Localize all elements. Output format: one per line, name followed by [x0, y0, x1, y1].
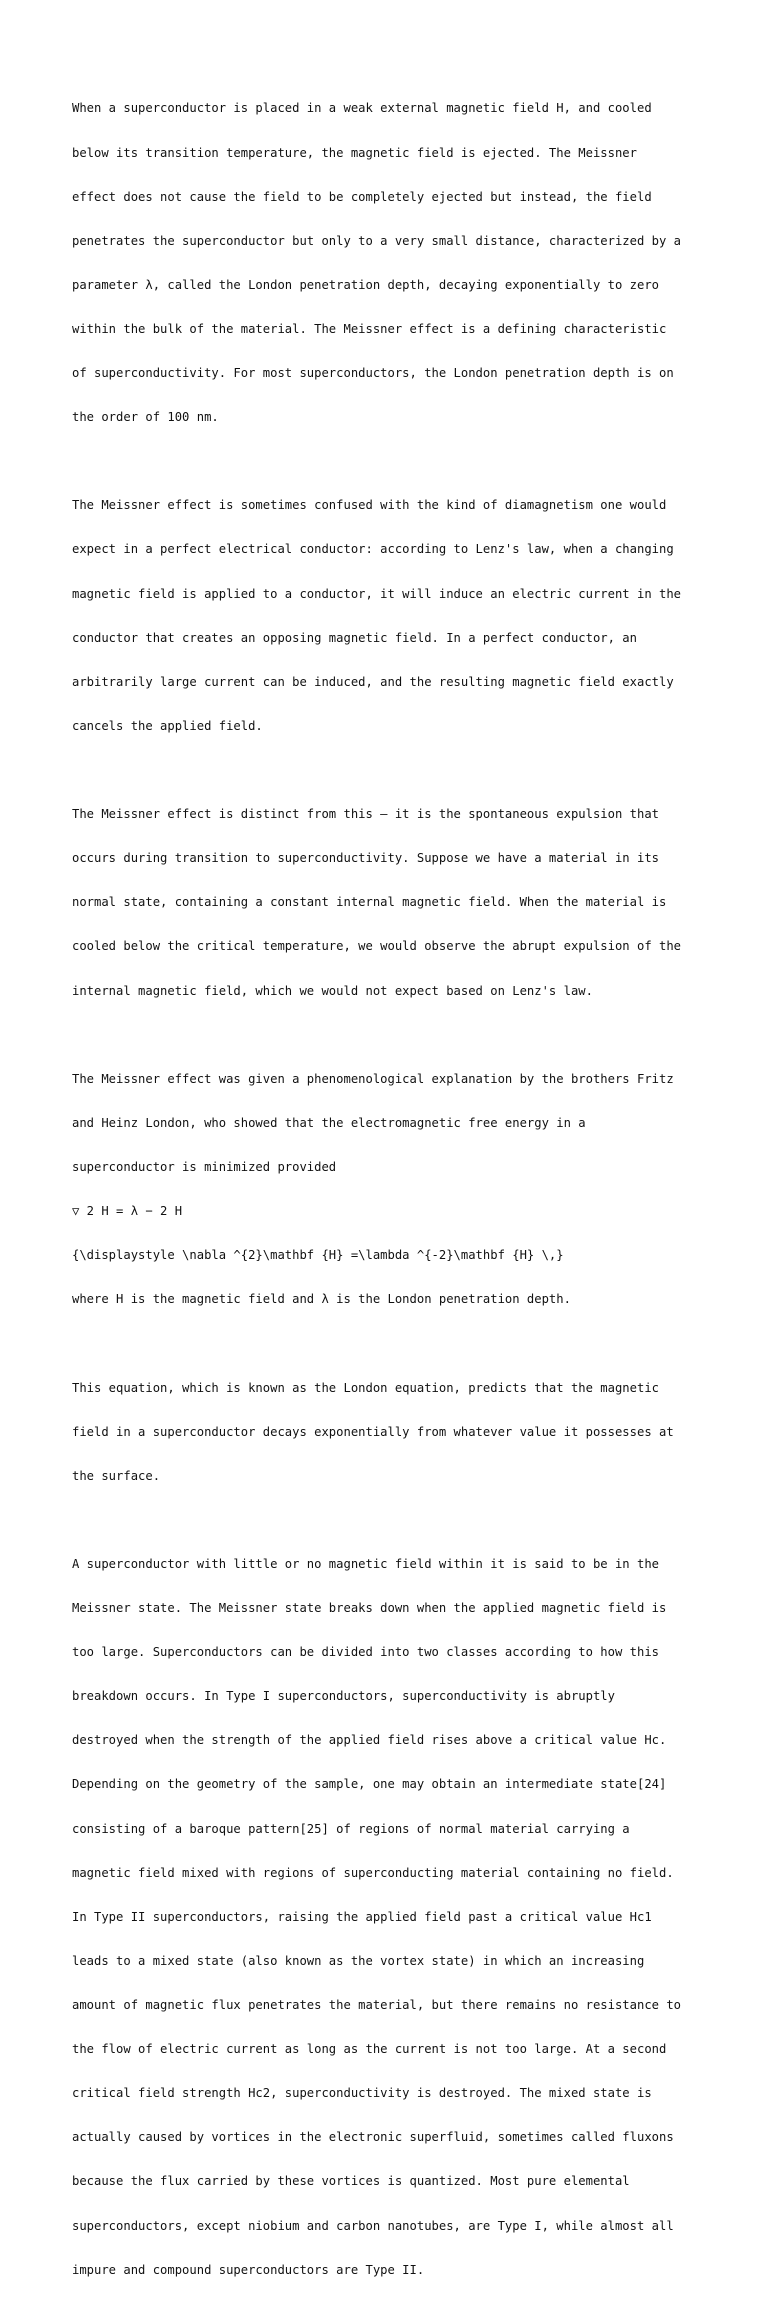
- text-line: the flow of electric current as long as the current is not too large. At a second: [72, 2042, 667, 2057]
- document-page: [72, 72, 712, 2321]
- text-line: amount of magnetic flux penetrates the material, but there remains no resistance to: [72, 1998, 682, 2013]
- text-line: impure and compound superconductors are Type II.: [72, 2262, 425, 2277]
- text-line: When a superconductor is placed in a weak external magnetic field H, and cooled: [72, 101, 652, 116]
- paragraph-diamagnetism: [72, 469, 712, 763]
- text-line: the surface.: [72, 1468, 161, 1483]
- text-line: of superconductivity. For most superconductors, the London penetration depth is on: [72, 366, 674, 381]
- text-line: occurs during transition to superconductivity. Suppose we have a material in its: [72, 851, 659, 866]
- text-line: A superconductor with little or no magnetic field within it is said to be in the: [72, 1556, 659, 1571]
- text-line: effect does not cause the field to be completely ejected but instead, the field: [72, 189, 652, 204]
- text-line: conductor that creates an opposing magnetic field. In a perfect conductor, an: [72, 630, 637, 645]
- paragraph-meissner-state: [72, 1528, 712, 2307]
- text-line: Meissner state. The Meissner state breaks down when the applied magnetic field is: [72, 1601, 667, 1616]
- text-line: The Meissner effect is distinct from this – it is the spontaneous expulsion that: [72, 807, 659, 822]
- text-line: This equation, which is known as the London equation, predicts that the magnetic: [72, 1380, 659, 1395]
- text-line: parameter λ, called the London penetration depth, decaying exponentially to zero: [72, 277, 659, 292]
- text-line: In Type II superconductors, raising the applied field past a critical value Hc1: [72, 1909, 652, 1924]
- text-line: consisting of a baroque pattern[25] of regions of normal material carrying a: [72, 1821, 630, 1836]
- paragraph-expulsion: [72, 778, 712, 1028]
- text-line: superconductor is minimized provided: [72, 1159, 337, 1174]
- text-line: magnetic field is applied to a conductor, it will induce an electric current in the: [72, 586, 682, 601]
- equation-latex-line: {\displaystyle \nabla ^{2}\mathbf {H} =\lambda ^{-2}\mathbf {H} \,}: [72, 1248, 564, 1263]
- text-line: cooled below the critical temperature, we would observe the abrupt expulsion of the: [72, 939, 682, 954]
- text-line: destroyed when the strength of the applied field rises above a critical value Hc.: [72, 1733, 667, 1748]
- text-line: actually caused by vortices in the electronic superfluid, sometimes called fluxons: [72, 2130, 674, 2145]
- text-line: too large. Superconductors can be divided into two classes according to how this: [72, 1645, 659, 1660]
- text-line: because the flux carried by these vortices is quantized. Most pure elemental: [72, 2174, 630, 2189]
- text-line: breakdown occurs. In Type I superconductors, superconductivity is abruptly: [72, 1689, 615, 1704]
- equation-line: ▽ 2 H = λ − 2 H: [72, 1204, 183, 1219]
- text-line: field in a superconductor decays exponentially from whatever value it possesses at: [72, 1424, 674, 1439]
- paragraph-meissner-intro: [72, 72, 712, 454]
- text-line: arbitrarily large current can be induced, and the resulting magnetic field exactly: [72, 674, 674, 689]
- text-line: below its transition temperature, the magnetic field is ejected. The Meissner: [72, 145, 637, 160]
- text-line: within the bulk of the material. The Meissner effect is a defining characteristic: [72, 321, 667, 336]
- text-line: magnetic field mixed with regions of superconducting material containing no field.: [72, 1865, 674, 1880]
- text-line: The Meissner effect is sometimes confused with the kind of diamagnetism one would: [72, 498, 667, 513]
- paragraph-london-explanation: [72, 1042, 712, 1336]
- paragraph-london-equation: [72, 1351, 712, 1513]
- text-line: penetrates the superconductor but only to a very small distance, characterized by a: [72, 233, 682, 248]
- text-line: and Heinz London, who showed that the electromagnetic free energy in a: [72, 1115, 586, 1130]
- text-line: cancels the applied field.: [72, 718, 263, 733]
- text-line: internal magnetic field, which we would not expect based on Lenz's law.: [72, 983, 593, 998]
- text-line: critical field strength Hc2, superconductivity is destroyed. The mixed state is: [72, 2086, 652, 2101]
- text-line: The Meissner effect was given a phenomenological explanation by the brothers Fritz: [72, 1071, 674, 1086]
- text-line: leads to a mixed state (also known as the vortex state) in which an increasing: [72, 1953, 645, 1968]
- text-line: superconductors, except niobium and carbon nanotubes, are Type I, while almost all: [72, 2218, 674, 2233]
- text-line: the order of 100 nm.: [72, 410, 219, 425]
- text-line: expect in a perfect electrical conductor: according to Lenz's law, when a changing: [72, 542, 674, 557]
- text-line: Depending on the geometry of the sample, one may obtain an intermediate state[24]: [72, 1777, 667, 1792]
- text-line: where H is the magnetic field and λ is the London penetration depth.: [72, 1292, 571, 1307]
- text-line: normal state, containing a constant internal magnetic field. When the material is: [72, 895, 667, 910]
